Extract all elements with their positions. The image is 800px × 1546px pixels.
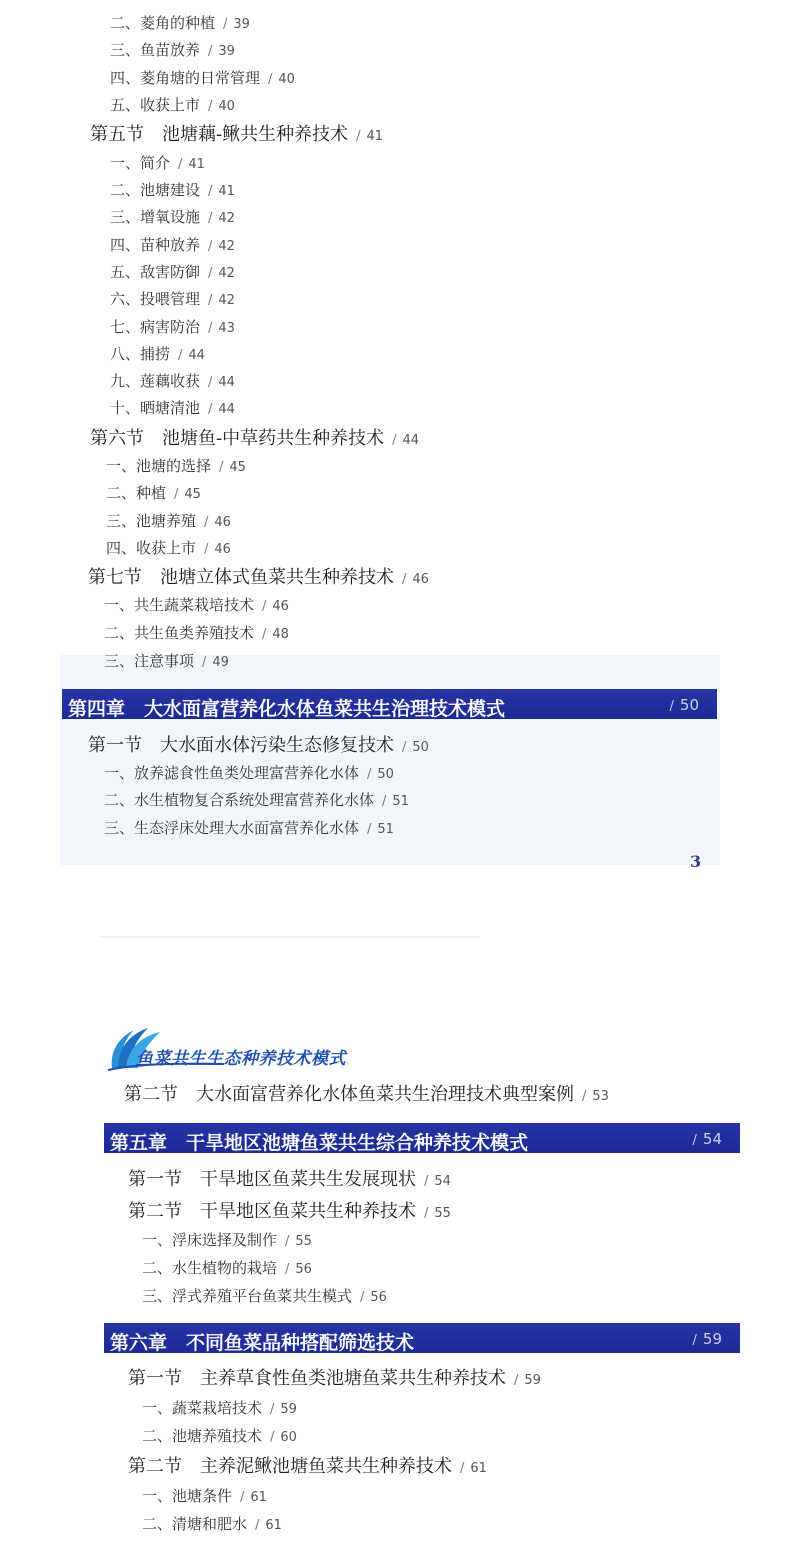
toc-section[interactable]: 第一节 干旱地区鱼菜共生发展现状 / 54: [128, 1169, 451, 1190]
toc-entry[interactable]: 八、捕捞 / 44: [110, 345, 205, 363]
chapter-title: 第五章 干旱地区池塘鱼菜共生综合种养技术模式: [110, 1132, 529, 1154]
toc-section[interactable]: 第一节 大水面水体污染生态修复技术 / 50: [88, 735, 429, 756]
toc-entry[interactable]: 二、共生鱼类养殖技术 / 48: [104, 624, 289, 642]
book-header-title: 鱼菜共生生态种养技术模式: [136, 1049, 346, 1069]
toc-entry[interactable]: 六、投喂管理 / 42: [110, 290, 235, 308]
chapter-page: / 54: [692, 1130, 722, 1148]
toc-entry[interactable]: 二、种植 / 45: [106, 484, 201, 502]
toc-entry[interactable]: 一、池塘条件 / 61: [142, 1487, 267, 1505]
toc-entry[interactable]: 二、水生植物的栽培 / 56: [142, 1259, 312, 1277]
toc-entry[interactable]: 二、菱角的种植 / 39: [110, 14, 250, 32]
toc-entry[interactable]: 三、注意事项 / 49: [104, 652, 229, 670]
chapter-page: / 50: [669, 696, 699, 714]
toc-section[interactable]: 第二节 主养泥鳅池塘鱼菜共生种养技术 / 61: [128, 1456, 487, 1477]
toc-entry[interactable]: 一、简介 / 41: [110, 154, 205, 172]
toc-entry[interactable]: 十、晒塘清池 / 44: [110, 399, 235, 417]
toc-section[interactable]: 第五节 池塘藕-鳅共生种养技术 / 41: [90, 124, 384, 145]
toc-entry[interactable]: 一、共生蔬菜栽培技术 / 46: [104, 596, 289, 614]
toc-entry[interactable]: 九、莲藕收获 / 44: [110, 372, 235, 390]
chapter-page: / 59: [692, 1330, 722, 1348]
toc-entry[interactable]: 三、池塘养殖 / 46: [106, 512, 231, 530]
toc-entry[interactable]: 三、浮式养殖平台鱼菜共生模式 / 56: [142, 1287, 387, 1305]
toc-entry[interactable]: 二、清塘和肥水 / 61: [142, 1515, 282, 1533]
toc-entry[interactable]: 四、收获上市 / 46: [106, 539, 231, 557]
toc-entry[interactable]: 三、增氧设施 / 42: [110, 208, 235, 226]
toc-section[interactable]: 第一节 主养草食性鱼类池塘鱼菜共生种养技术 / 59: [128, 1368, 541, 1389]
toc-section[interactable]: 第二节 大水面富营养化水体鱼菜共生治理技术典型案例 / 53: [124, 1084, 609, 1105]
toc-entry[interactable]: 五、收获上市 / 40: [110, 96, 235, 114]
toc-entry[interactable]: 三、鱼苗放养 / 39: [110, 41, 235, 59]
toc-entry[interactable]: 二、池塘养殖技术 / 60: [142, 1427, 297, 1445]
chapter-6-heading[interactable]: [104, 1323, 740, 1353]
chapter-title: 第四章 大水面富营养化水体鱼菜共生治理技术模式: [68, 698, 506, 720]
toc-section[interactable]: 第二节 干旱地区鱼菜共生种养技术 / 55: [128, 1201, 451, 1222]
toc-page-4: [0, 1000, 800, 1546]
top-crop-edge: [0, 0, 800, 4]
toc-entry[interactable]: 一、浮床选择及制作 / 55: [142, 1231, 312, 1249]
chapter-4-heading[interactable]: [62, 689, 717, 719]
toc-entry[interactable]: 七、病害防治 / 43: [110, 318, 235, 336]
toc-entry[interactable]: 二、池塘建设 / 41: [110, 181, 235, 199]
toc-entry[interactable]: 一、放养滤食性鱼类处理富营养化水体 / 50: [104, 764, 394, 782]
toc-entry[interactable]: 一、池塘的选择 / 45: [106, 457, 246, 475]
toc-entry[interactable]: 四、菱角塘的日常管理 / 40: [110, 69, 295, 87]
toc-entry[interactable]: 二、水生植物复合系统处理富营养化水体 / 51: [104, 791, 409, 809]
toc-entry[interactable]: 四、苗种放养 / 42: [110, 236, 235, 254]
page-divider: [100, 936, 480, 938]
toc-entry[interactable]: 五、敌害防御 / 42: [110, 263, 235, 281]
toc-entry[interactable]: 三、生态浮床处理大水面富营养化水体 / 51: [104, 819, 394, 837]
toc-section[interactable]: 第七节 池塘立体式鱼菜共生种养技术 / 46: [88, 567, 429, 588]
chapter-5-heading[interactable]: [104, 1123, 740, 1153]
page-number: 3: [690, 852, 702, 871]
toc-entry[interactable]: 一、蔬菜栽培技术 / 59: [142, 1399, 297, 1417]
toc-section[interactable]: 第六节 池塘鱼-中草药共生种养技术 / 44: [90, 428, 420, 449]
chapter-title: 第六章 不同鱼菜品种搭配筛选技术: [110, 1332, 415, 1354]
